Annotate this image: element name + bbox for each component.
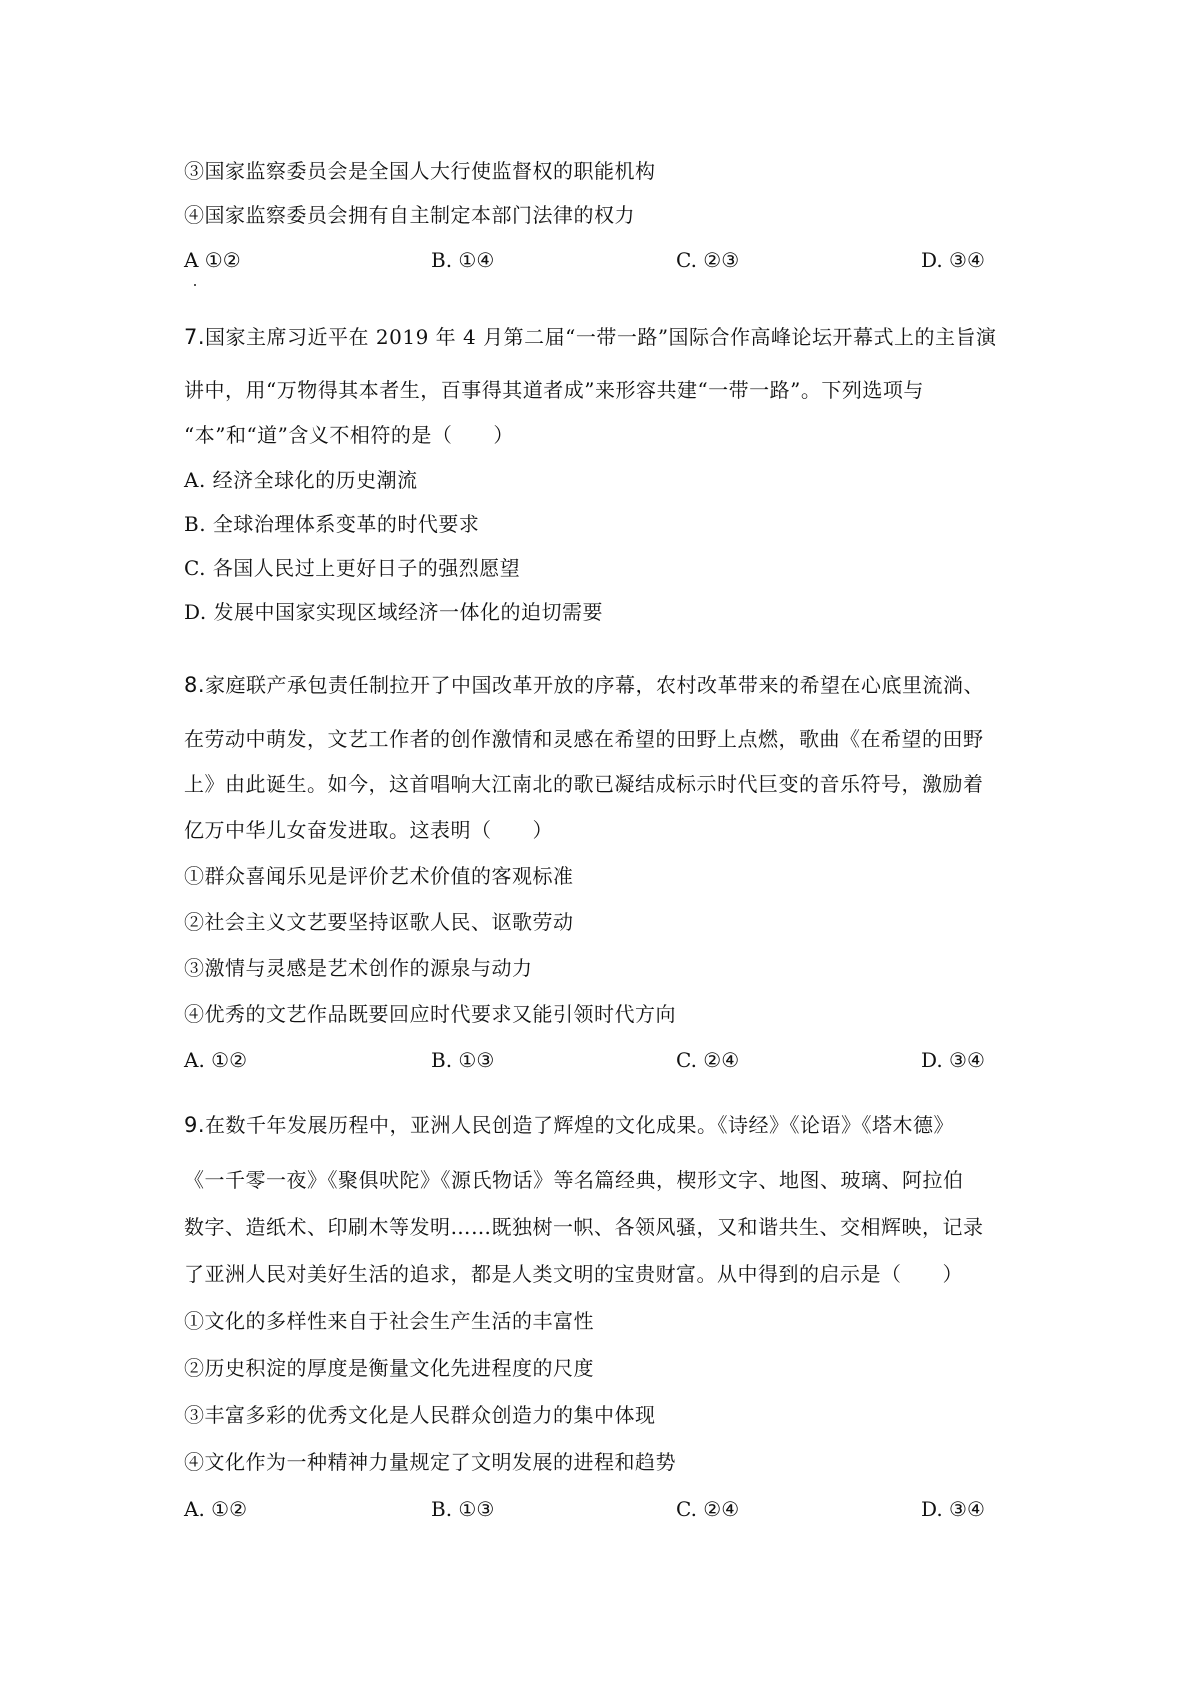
q8-stem-3: 上》由此诞生。如今，这首唱响大江南北的歌已凝结成标示时代巨变的音乐符号，激励着 — [184, 772, 984, 796]
q8-statement-4: ④优秀的文艺作品既要回应时代要求又能引领时代方向 — [184, 1002, 676, 1026]
q6-option-d: D. ③④ — [921, 248, 985, 272]
q9-stem-3: 数字、造纸术、印刷木等发明……既独树一帜、各领风骚，又和谐共生、交相辉映，记录 — [184, 1215, 984, 1239]
q7-line-1 — [184, 323, 997, 351]
q9-statement-2: ②历史积淀的厚度是衡量文化先进程度的尺度 — [184, 1356, 594, 1380]
q8-stem-1: 家庭联产承包责任制拉开了中国改革开放的序幕，农村改革带来的希望在心底里流淌、 — [205, 673, 985, 697]
q6-option-a: A ①② — [184, 248, 241, 272]
q9-statement-1: ①文化的多样性来自于社会生产生活的丰富性 — [184, 1309, 594, 1333]
q6-option-b: B. ①④ — [431, 248, 495, 272]
q8-statement-1: ①群众喜闻乐见是评价艺术价值的客观标准 — [184, 864, 574, 888]
q7-stem-2: 讲中，用“万物得其本者生，百事得其道者成”来形容共建“一带一路”。下列选项与 — [184, 378, 924, 402]
q9-option-c: C. ②④ — [676, 1497, 740, 1521]
q8-line-1 — [184, 671, 984, 699]
q8-options — [184, 1046, 1044, 1074]
q9-option-b: B. ①③ — [431, 1497, 495, 1521]
q6-options — [184, 246, 1044, 274]
q9-option-d: D. ③④ — [921, 1497, 985, 1521]
print-speck — [194, 284, 196, 286]
q9-line-1 — [184, 1111, 954, 1139]
q7-choice-c: C. 各国人民过上更好日子的强烈愿望 — [184, 556, 521, 580]
q9-option-a: A. ①② — [184, 1497, 248, 1521]
q8-stem-2: 在劳动中萌发，文艺工作者的创作激情和灵感在希望的田野上点燃，歌曲《在希望的田野 — [184, 727, 984, 751]
q9-stem-2: 《一千零一夜》《聚俱吠陀》《源氏物话》等名篇经典，楔形文字、地图、玻璃、阿拉伯 — [184, 1168, 964, 1192]
q8-statement-3: ③激情与灵感是艺术创作的源泉与动力 — [184, 956, 533, 980]
q7-choice-b: B. 全球治理体系变革的时代要求 — [184, 512, 480, 536]
q9-stem-4: 了亚洲人民对美好生活的追求，都是人类文明的宝贵财富。从中得到的启示是（ ） — [184, 1262, 963, 1286]
q7-choice-a: A. 经济全球化的历史潮流 — [184, 468, 418, 492]
q9-statement-3: ③丰富多彩的优秀文化是人民群众创造力的集中体现 — [184, 1403, 656, 1427]
q8-option-c: C. ②④ — [676, 1048, 740, 1072]
q8-option-a: A. ①② — [184, 1048, 248, 1072]
q9-stem-1: 在数千年发展历程中，亚洲人民创造了辉煌的文化成果。《诗经》《论语》《塔木德》 — [205, 1113, 955, 1137]
q8-statement-2: ②社会主义文艺要坚持讴歌人民、讴歌劳动 — [184, 910, 574, 934]
q9-options — [184, 1495, 1044, 1523]
q7-stem-3: “本”和“道”含义不相符的是（ ） — [184, 423, 514, 447]
q6-statement-4: ④国家监察委员会拥有自主制定本部门法律的权力 — [184, 203, 635, 227]
q7-stem-1: 国家主席习近平在 2019 年 4 月第二届“一带一路”国际合作高峰论坛开幕式上的主旨演 — [205, 325, 997, 349]
q8-option-b: B. ①③ — [431, 1048, 495, 1072]
q8-option-d: D. ③④ — [921, 1048, 985, 1072]
q9-statement-4: ④文化作为一种精神力量规定了文明发展的进程和趋势 — [184, 1450, 676, 1474]
q8-stem-4: 亿万中华儿女奋发进取。这表明（ ） — [184, 818, 553, 842]
q7-number: 7. — [184, 325, 206, 349]
q6-statement-3: ③国家监察委员会是全国人大行使监督权的职能机构 — [184, 159, 656, 183]
q9-number: 9. — [184, 1113, 206, 1137]
q7-choice-d: D. 发展中国家实现区域经济一体化的迫切需要 — [184, 600, 604, 624]
q6-option-c: C. ②③ — [676, 248, 740, 272]
q8-number: 8. — [184, 673, 206, 697]
